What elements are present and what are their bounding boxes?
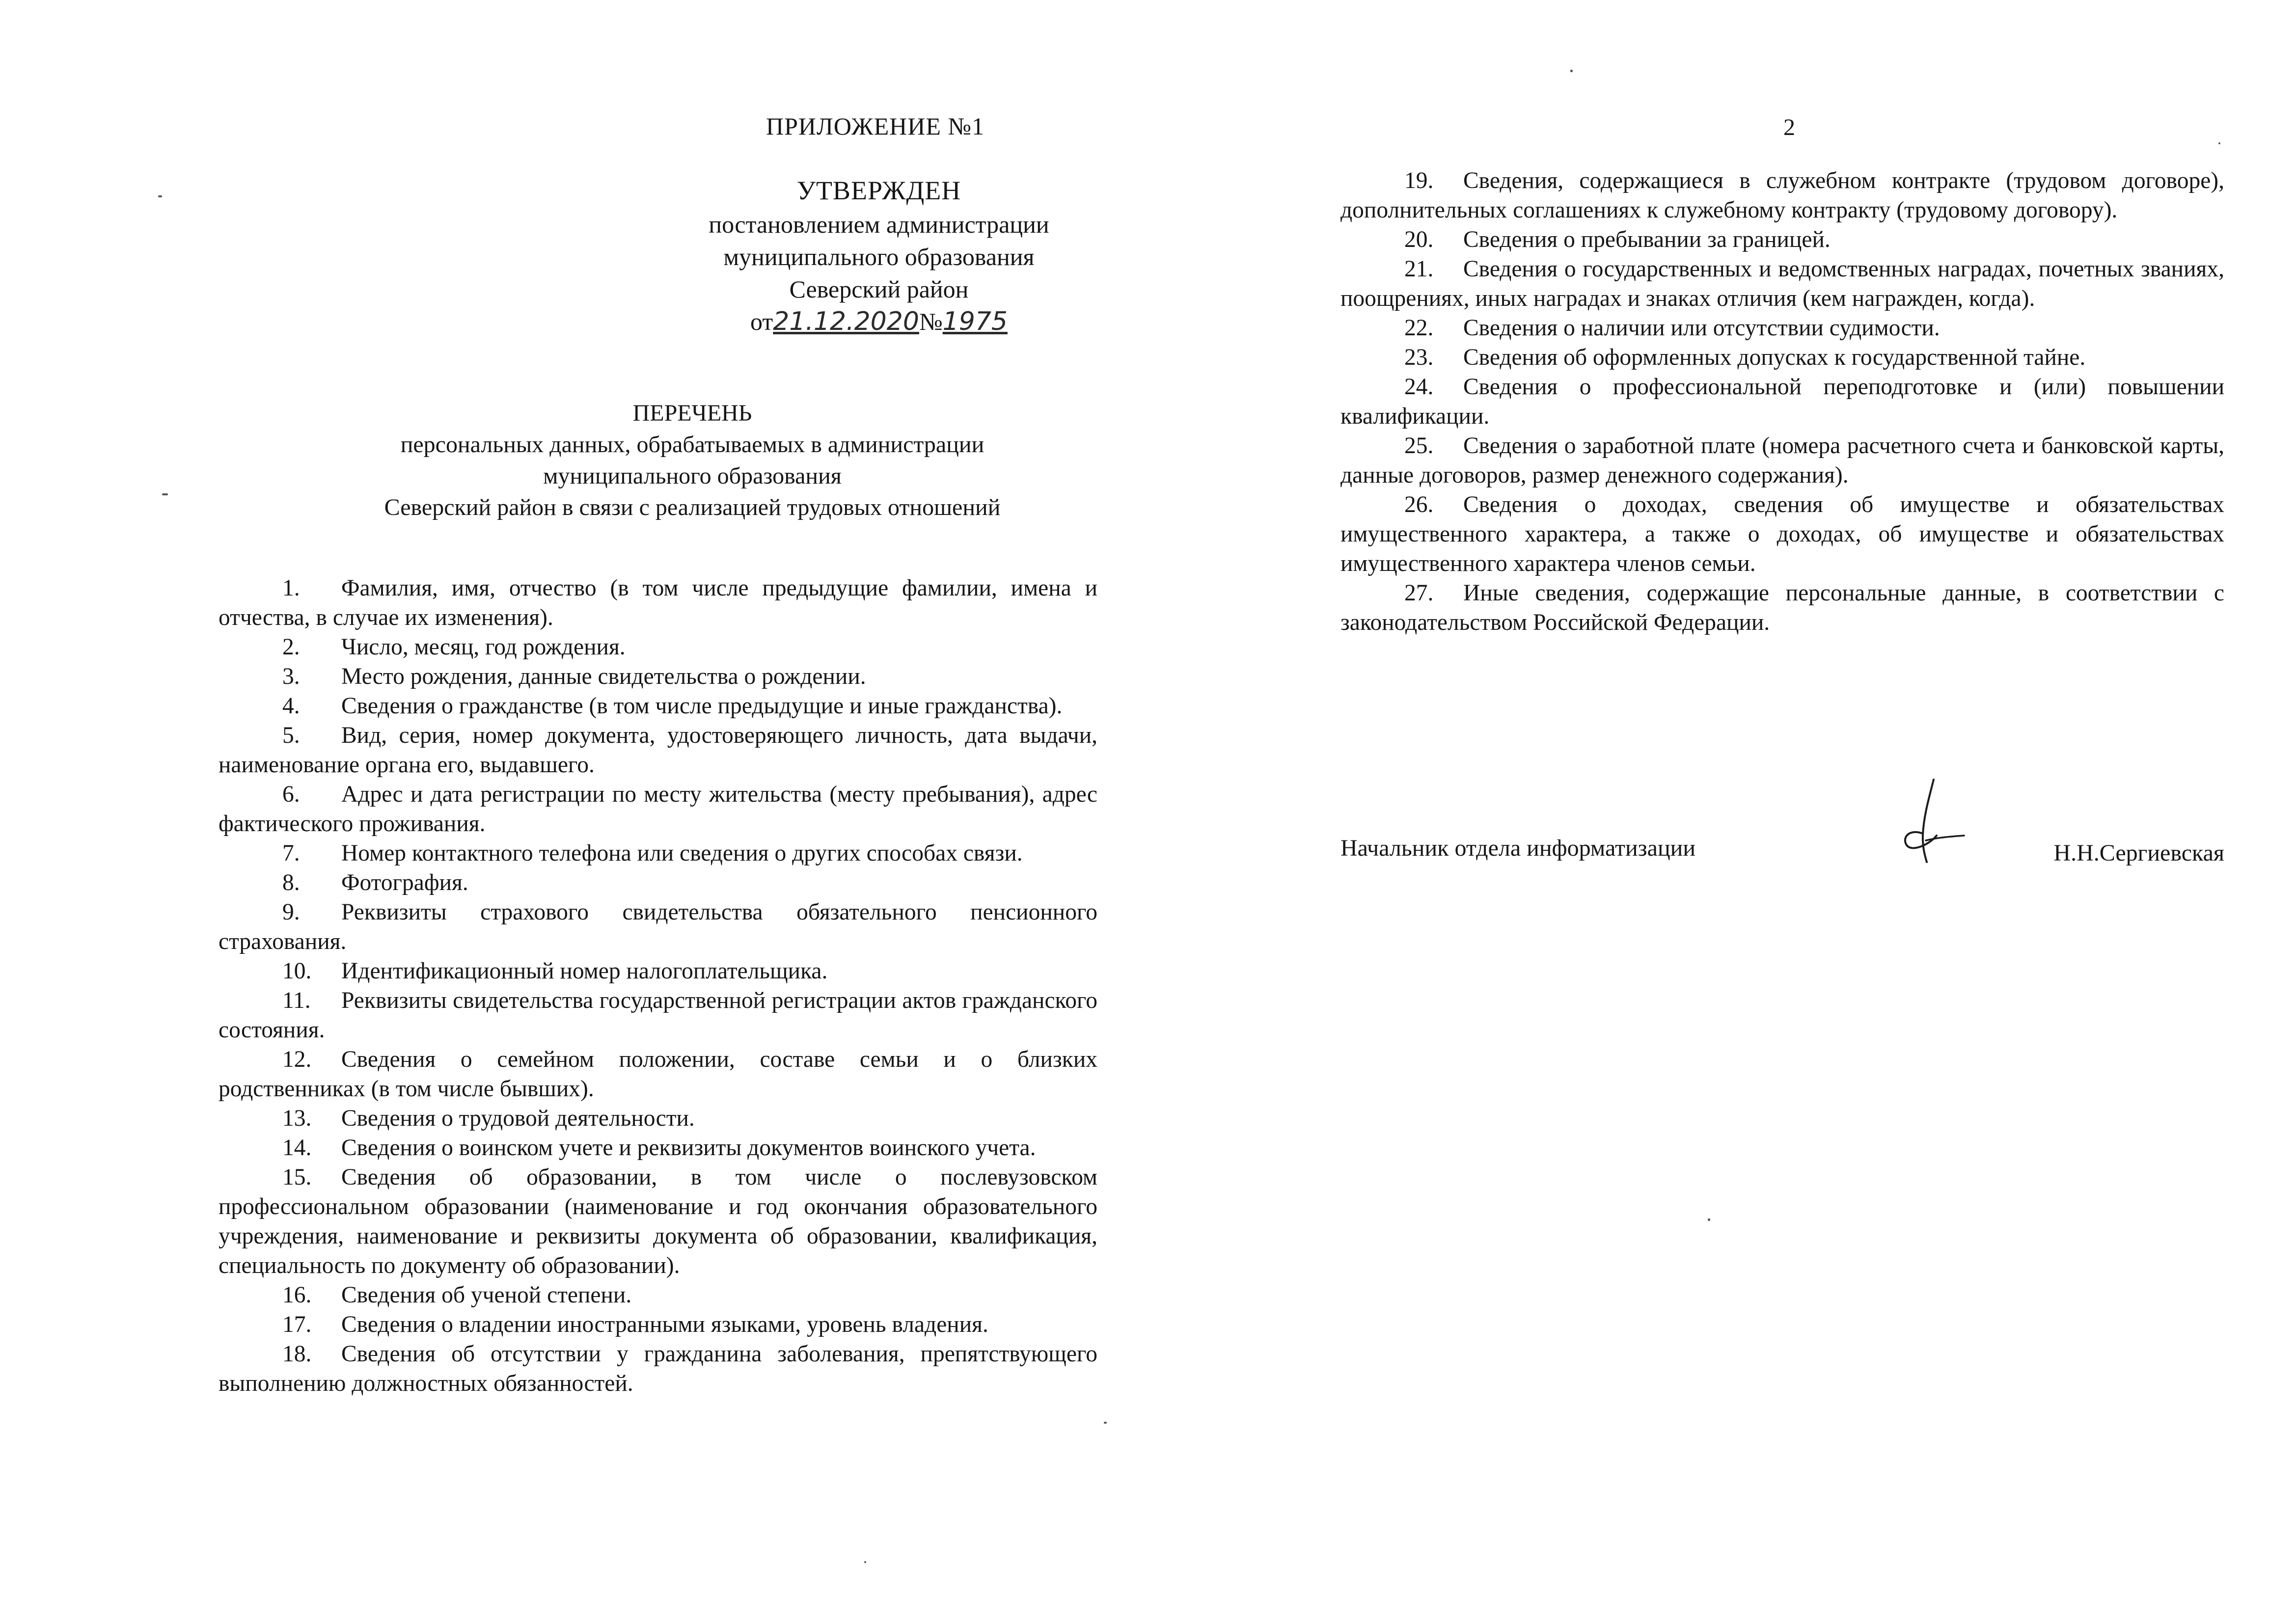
scan-speck [2218, 142, 2220, 144]
list-item-number: 4. [282, 693, 300, 719]
list-item-number: 3. [282, 664, 300, 689]
list-item-number: 24. [1404, 374, 1434, 400]
list-item-text: Номер контактного телефона или сведения о других способах связи. [341, 840, 1023, 866]
list-item [219, 1133, 1097, 1163]
scan-speck [158, 195, 162, 197]
list-item-text: Вид, серия, номер документа, удостоверяющего личность, дата выдачи, наименование органа его, выдавшего. [219, 723, 1097, 778]
list-item-number: 8. [282, 870, 300, 895]
page-number: 2 [1783, 114, 1795, 140]
list-item [219, 1045, 1097, 1104]
list-item-number: 15. [282, 1164, 312, 1190]
list-item [219, 868, 1097, 897]
list-item-text: Число, месяц, год рождения. [341, 634, 626, 660]
list-item [1340, 313, 2224, 343]
list-item-text: Иные сведения, содержащие персональные данные, в соответствии с законодательством Российской Федерации. [1340, 580, 2224, 635]
signature-block [1340, 830, 2224, 889]
list-item-text: Сведения о трудовой деятельности. [341, 1106, 695, 1131]
list-item-number: 22. [1404, 315, 1434, 341]
list-item-text: Идентификационный номер налогоплательщика. [341, 958, 828, 984]
list-item [219, 1310, 1097, 1339]
list-item-text: Сведения о заработной плате (номера расчетного счета и банковской карты, данные договоров, размер денежного содержания). [1340, 433, 2224, 488]
list-item-text: Сведения о семейном положении, составе семьи и о близких родственниках (в том числе бывших). [219, 1047, 1097, 1102]
list-item [219, 1280, 1097, 1310]
approved-heading: УТВЕРЖДЕН [796, 176, 961, 205]
handwritten-number: 1975 [942, 307, 1008, 336]
scan-speck [1708, 1218, 1710, 1221]
list-item-number: 27. [1404, 580, 1434, 606]
list-item [219, 721, 1097, 780]
list-item-text: Место рождения, данные свидетельства о рождении. [341, 664, 866, 689]
list-item-text: Сведения о доходах, сведения об имуществе и обязательствах имущественного характера, а также о доходах, об имуществе и обязательствах имущественного характера членов семьи. [1340, 492, 2224, 576]
list-item-text: Реквизиты страхового свидетельства обязательного пенсионного страхования. [219, 899, 1097, 954]
approval-line-2: муниципального образования [723, 243, 1035, 270]
list-item-number: 14. [282, 1135, 312, 1161]
list-item-text: Сведения об оформленных допусках к государственной тайне. [1463, 345, 2086, 370]
approval-date-line [750, 305, 1008, 338]
list-item [219, 662, 1097, 691]
list-item-number: 25. [1404, 433, 1434, 459]
list-item-text: Сведения о пребывании за границей. [1463, 227, 1831, 252]
list-item-number: 17. [282, 1312, 312, 1337]
signatory-position: Начальник отдела информатизации [1340, 835, 1695, 861]
list-item-number: 23. [1404, 345, 1434, 370]
list-item [219, 632, 1097, 662]
list-title-heading: ПЕРЕЧЕНЬ [632, 400, 752, 426]
list-item-number: 19. [1404, 168, 1434, 193]
list-item [1340, 490, 2224, 578]
list-item-number: 9. [282, 899, 300, 925]
list-item-text: Сведения, содержащиеся в служебном контракте (трудовом договоре), дополнительных соглашениях к служебному контракту (трудовому договору). [1340, 168, 2224, 223]
date-prefix: от [750, 308, 773, 335]
list-item-number: 2. [282, 634, 300, 660]
list-item [219, 1339, 1097, 1398]
list-item-text: Сведения об ученой степени. [341, 1282, 632, 1308]
list-item-text: Адрес и дата регистрации по месту жительства (месту пребывания), адрес фактического проживания. [219, 782, 1097, 837]
list-item [219, 573, 1097, 632]
list-item-number: 6. [282, 782, 300, 807]
list-title-line-3: муниципального образования [543, 463, 842, 489]
appendix-title: ПРИЛОЖЕНИЕ №1 [766, 112, 985, 140]
list-item-text: Сведения о гражданстве (в том числе предыдущие и иные гражданства). [341, 693, 1063, 719]
list-item [1340, 254, 2224, 313]
list-item [1340, 431, 2224, 490]
list-item-text: Сведения о воинском учете и реквизиты документов воинского учета. [341, 1135, 1036, 1161]
list-item-number: 7. [282, 840, 300, 866]
list-item-number: 21. [1404, 256, 1434, 282]
list-item [1340, 166, 2224, 225]
number-prefix: № [919, 308, 943, 335]
list-item-text: Сведения о наличии или отсутствии судимости. [1463, 315, 1940, 341]
list-item-text: Сведения об отсутствии у гражданина заболевания, препятствующего выполнению должностных обязанностей. [219, 1341, 1097, 1396]
list-item-text: Сведения о государственных и ведомственных наградах, почетных званиях, поощрениях, иных наградах и знаках отличия (кем награжден, когда). [1340, 256, 2224, 311]
list-item [1340, 372, 2224, 431]
list-item-number: 11. [282, 988, 311, 1013]
list-item-number: 1. [282, 575, 300, 601]
list-title-line-4: Северский район в связи с реализацией трудовых отношений [384, 494, 1001, 520]
signatory-name: Н.Н.Сергиевская [2053, 840, 2224, 866]
list-item [219, 839, 1097, 868]
scan-speck [162, 493, 168, 495]
handwritten-signature [1895, 776, 1969, 864]
list-item [1340, 225, 2224, 254]
approval-line-3: Северский район [789, 275, 969, 303]
list-item [219, 780, 1097, 839]
list-item [219, 986, 1097, 1045]
list-item-number: 26. [1404, 492, 1434, 517]
list-item-number: 13. [282, 1106, 312, 1131]
list-title-block [324, 398, 1061, 523]
handwritten-date: 21.12.2020 [773, 307, 919, 336]
list-item-number: 12. [282, 1047, 312, 1072]
approval-line-1: постановлением администрации [709, 211, 1049, 238]
list-item [219, 897, 1097, 956]
list-item [1340, 578, 2224, 637]
list-item-text: Фамилия, имя, отчество (в том числе предыдущие фамилии, имена и отчества, в случае их изменения). [219, 575, 1097, 630]
list-item [1340, 343, 2224, 372]
list-item-number: 20. [1404, 227, 1434, 252]
list-title-line-2: персональных данных, обрабатываемых в администрации [400, 432, 984, 458]
list-item-text: Фотография. [341, 870, 468, 895]
list-item [219, 691, 1097, 721]
list-item [219, 956, 1097, 986]
list-item [219, 1104, 1097, 1133]
list-item-number: 16. [282, 1282, 312, 1308]
scan-speck [864, 1561, 866, 1563]
personal-data-list-part-2 [1340, 166, 2224, 637]
scan-speck [1570, 70, 1573, 72]
scan-speck [1104, 1422, 1107, 1424]
list-item-text: Сведения о владении иностранными языками, уровень владения. [341, 1312, 988, 1337]
list-item-number: 18. [282, 1341, 312, 1367]
list-item [219, 1163, 1097, 1280]
list-item-number: 10. [282, 958, 312, 984]
list-item-text: Сведения об образовании, в том числе о послевузовском профессиональном образовании (наименование и год окончания образовательного учреждения, наименование и реквизиты документа об образовании, квалификация, специальность по документу об образовании). [219, 1164, 1097, 1278]
list-item-number: 5. [282, 723, 300, 748]
personal-data-list-part-1 [219, 573, 1097, 1398]
list-item-text: Сведения о профессиональной переподготовке и (или) повышении квалификации. [1340, 374, 2224, 429]
approval-stamp-block [658, 173, 1100, 338]
list-item-text: Реквизиты свидетельства государственной регистрации актов гражданского состояния. [219, 988, 1097, 1043]
